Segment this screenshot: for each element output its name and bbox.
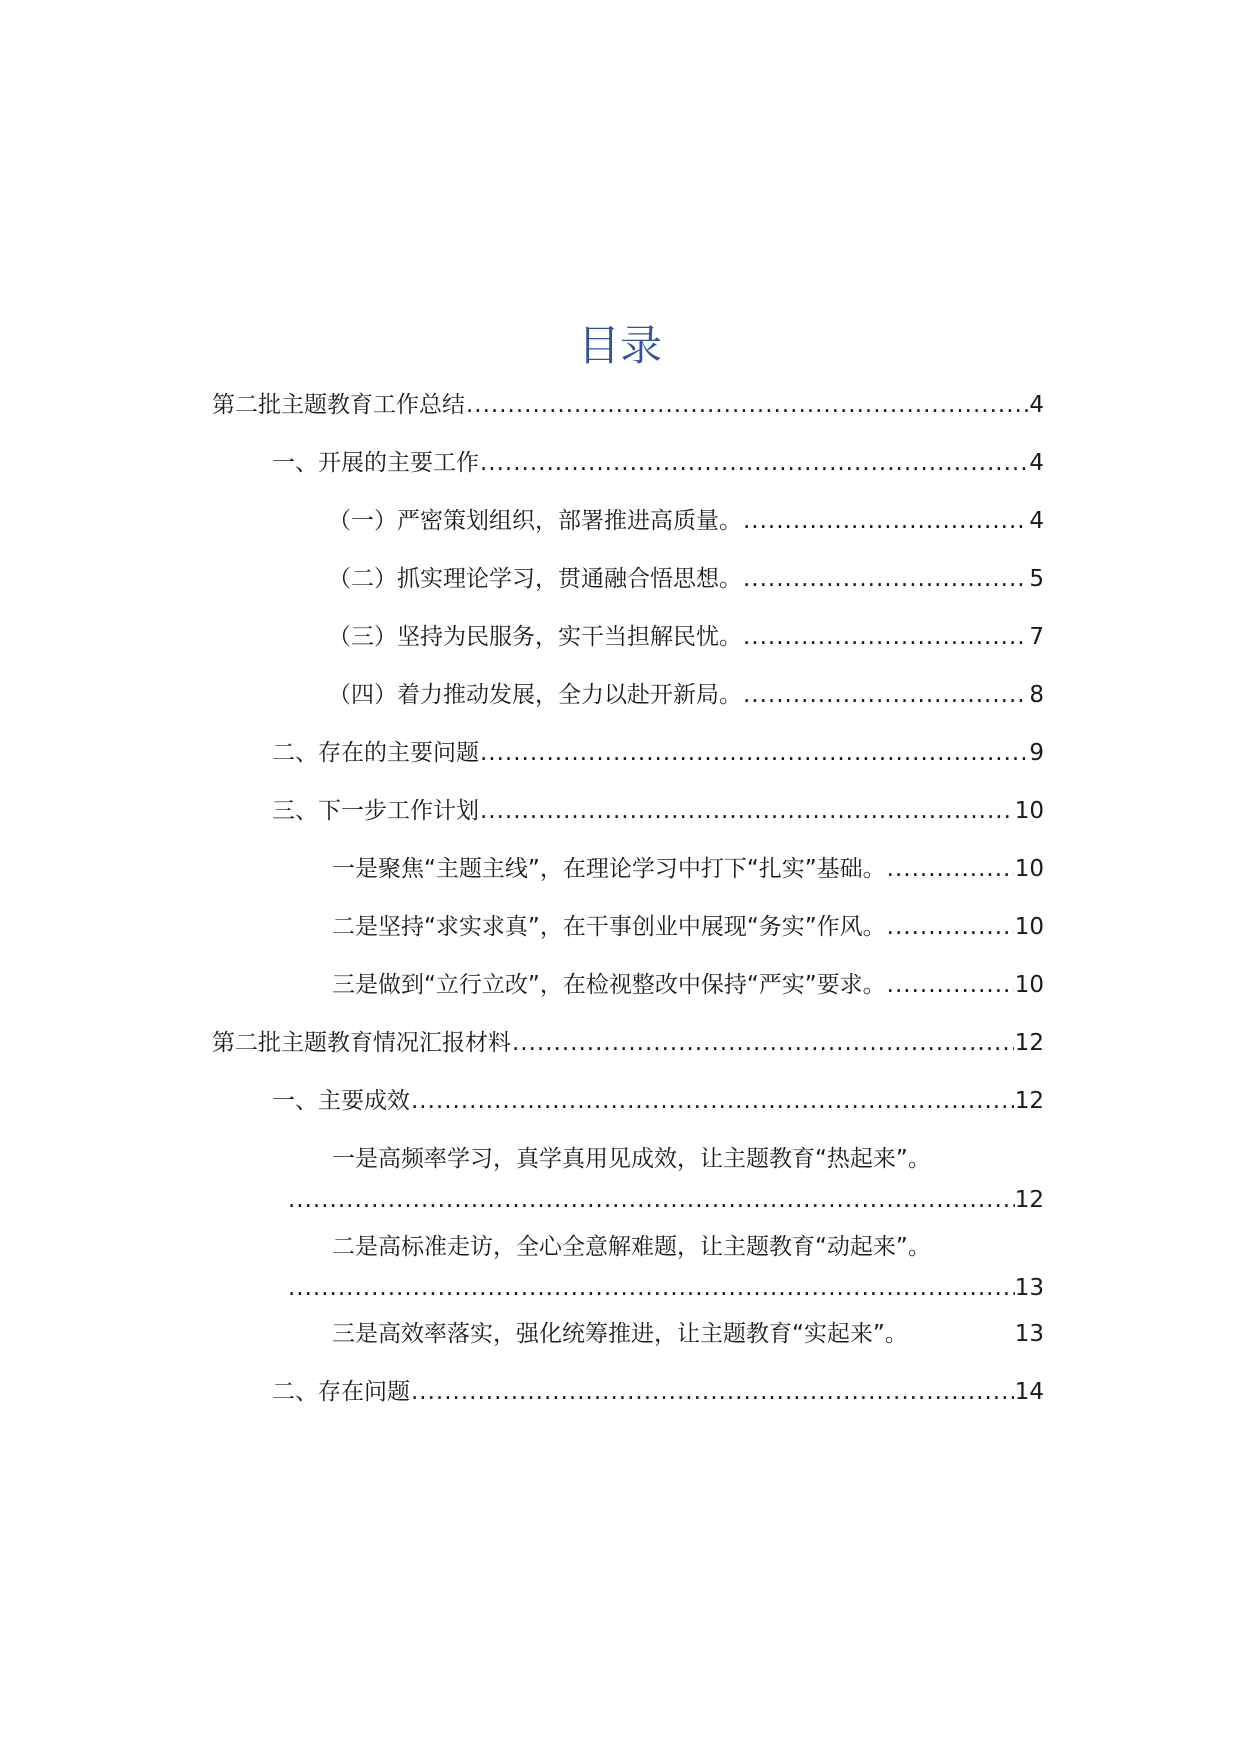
toc-entry[interactable] xyxy=(272,795,1044,827)
toc-dot-leader xyxy=(743,505,1028,537)
toc-entry[interactable] xyxy=(272,447,1044,479)
toc-dot-leader xyxy=(743,679,1028,711)
toc-entry-label: 一是高频率学习，真学真用见成效，让主题教育“热起来”。 xyxy=(332,1146,931,1172)
toc-entry-label: （四）着力推动发展，全力以赴开新局。 xyxy=(328,682,742,708)
toc-page-number: 12 xyxy=(1014,1088,1044,1114)
toc-dot-leader xyxy=(887,911,1014,943)
toc-entry-label: 三是高效率落实，强化统筹推进，让主题教育“实起来”。 xyxy=(332,1321,908,1347)
toc-entry[interactable] xyxy=(328,505,1044,537)
toc-page-number: 12 xyxy=(1014,1187,1044,1213)
toc-page-number: 10 xyxy=(1014,798,1044,824)
toc-page-number: 10 xyxy=(1014,972,1044,998)
toc-entry[interactable] xyxy=(288,1143,1044,1216)
toc-entry[interactable] xyxy=(332,853,1044,885)
toc-entry[interactable] xyxy=(272,737,1044,769)
toc-entry-label: 三、下一步工作计划 xyxy=(272,798,479,824)
toc-page-number: 4 xyxy=(1029,450,1044,476)
toc-entry[interactable] xyxy=(332,1318,1044,1350)
toc-page-number: 4 xyxy=(1029,508,1044,534)
toc-page-number: 14 xyxy=(1014,1379,1044,1405)
toc-entry-label: 一、主要成效 xyxy=(272,1088,410,1114)
toc-entry-label: （二）抓实理论学习，贯通融合悟思想。 xyxy=(328,566,742,592)
toc-entry-label: 一是聚焦“主题主线”，在理论学习中打下“扎实”基础。 xyxy=(332,856,886,882)
toc-page-number: 7 xyxy=(1029,624,1044,650)
toc-entry[interactable] xyxy=(332,911,1044,943)
toc-page-number: 13 xyxy=(1014,1321,1044,1347)
toc-entry[interactable] xyxy=(272,1376,1044,1408)
toc-entry-label: 二、存在的主要问题 xyxy=(272,740,479,766)
toc-entry[interactable] xyxy=(212,1027,1044,1059)
toc-page-number: 10 xyxy=(1014,914,1044,940)
toc-page-number: 5 xyxy=(1029,566,1044,592)
toc-entry-label: 二是高标准走访，全心全意解难题，让主题教育“动起来”。 xyxy=(332,1234,931,1260)
toc-entry-label: 二、存在问题 xyxy=(272,1379,410,1405)
toc-dot-leader xyxy=(480,737,1028,769)
toc-dot-leader xyxy=(480,447,1028,479)
toc-dot-leader xyxy=(288,1272,1015,1304)
toc-title: 目录 xyxy=(577,321,662,370)
toc-dot-leader xyxy=(743,563,1028,595)
toc-entry[interactable] xyxy=(288,1231,1044,1304)
toc-dot-leader xyxy=(411,1085,1014,1117)
toc-dot-leader xyxy=(466,389,1028,421)
toc-page-number: 4 xyxy=(1029,392,1044,418)
toc-entry[interactable] xyxy=(212,389,1044,421)
toc-entry-label: （一）严密策划组织，部署推进高质量。 xyxy=(328,508,742,534)
toc-entry-label: 二是坚持“求实求真”，在干事创业中展现“务实”作风。 xyxy=(332,914,886,940)
toc-page-number: 9 xyxy=(1029,740,1044,766)
toc-entry[interactable] xyxy=(328,621,1044,653)
toc-dot-leader xyxy=(743,621,1028,653)
toc-entry-label: 一、开展的主要工作 xyxy=(272,450,479,476)
toc-dot-leader xyxy=(480,795,1014,827)
toc-page-number: 13 xyxy=(1014,1275,1044,1301)
toc-page-number: 10 xyxy=(1014,856,1044,882)
toc-entry[interactable] xyxy=(328,563,1044,595)
toc-entry-label: 三是做到“立行立改”，在检视整改中保持“严实”要求。 xyxy=(332,972,886,998)
toc-entry[interactable] xyxy=(332,969,1044,1001)
toc-entry[interactable] xyxy=(272,1085,1044,1117)
toc-dot-leader xyxy=(887,853,1014,885)
toc-dot-leader xyxy=(887,969,1014,1001)
toc-entry-label: 第二批主题教育工作总结 xyxy=(212,392,465,418)
toc-dot-leader xyxy=(512,1027,1014,1059)
toc-entry[interactable] xyxy=(328,679,1044,711)
toc-dot-leader xyxy=(288,1184,1015,1216)
toc-page-number: 12 xyxy=(1014,1030,1044,1056)
toc-dot-leader xyxy=(411,1376,1014,1408)
toc-entry-label: （三）坚持为民服务，实干当担解民忧。 xyxy=(328,624,742,650)
toc-entry-label: 第二批主题教育情况汇报材料 xyxy=(212,1030,511,1056)
toc-page-number: 8 xyxy=(1029,682,1044,708)
